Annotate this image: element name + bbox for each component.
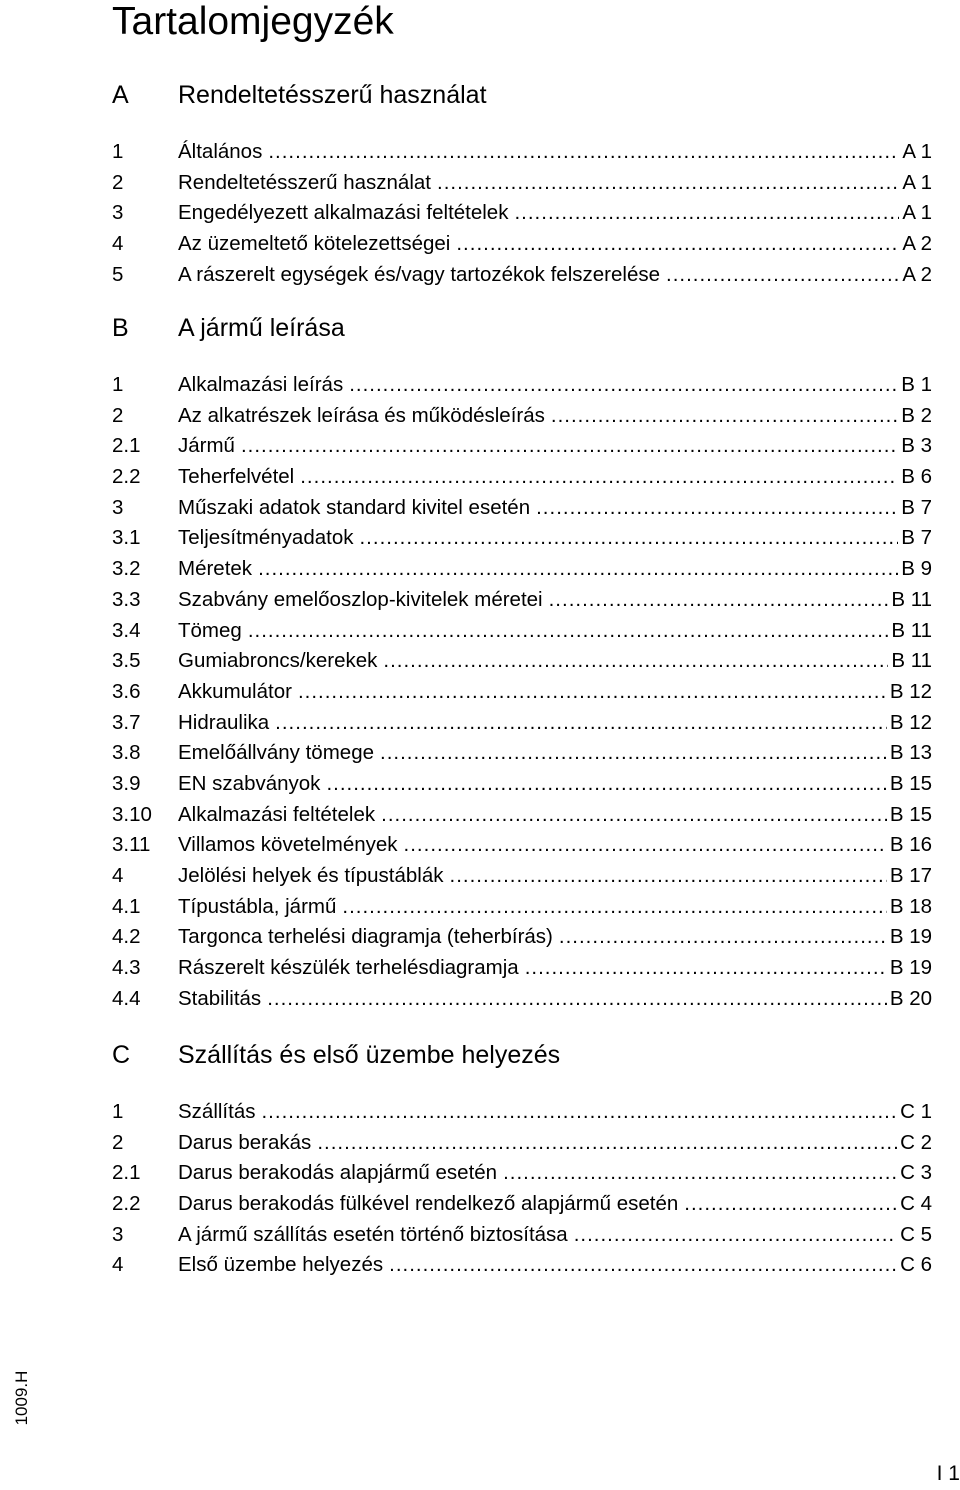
dot-leader [261, 1097, 897, 1128]
entry-page: A 1 [902, 140, 932, 163]
entry-title: Az alkatrészek leírása és működésleírás [178, 403, 545, 427]
dot-leader [258, 554, 898, 585]
entry-number: 2.2 [112, 1192, 141, 1216]
section-title: Rendeltetésszerű használat [178, 81, 487, 109]
entry-number: 5 [112, 262, 124, 286]
dot-leader [503, 1158, 897, 1189]
dot-leader [559, 922, 887, 953]
section-letter: A [112, 81, 129, 109]
entry-number: 3.1 [112, 526, 141, 550]
dot-leader [574, 1220, 897, 1251]
entry-title: Tömeg [178, 618, 242, 642]
entry-title: Akkumulátor [178, 679, 292, 703]
page-number: I 1 [936, 1462, 960, 1485]
entry-number: 3.5 [112, 649, 141, 673]
dot-leader [551, 401, 898, 432]
dot-leader [525, 953, 887, 984]
entry-number: 4 [112, 1253, 124, 1277]
entry-title: Alkalmazási feltételek [178, 802, 376, 826]
toc-entry[interactable] [112, 260, 932, 291]
entry-title: Villamos követelmények [178, 833, 398, 857]
dot-leader [326, 769, 886, 800]
toc-entry[interactable] [112, 861, 932, 892]
entry-number: 4 [112, 232, 124, 256]
dot-leader [456, 229, 899, 260]
entry-number: 3.7 [112, 710, 141, 734]
entry-page: B 17 [889, 864, 932, 887]
entry-number: 4.4 [112, 986, 141, 1010]
toc-entry[interactable] [112, 1158, 932, 1189]
entry-title: Műszaki adatok standard kivitel esetén [178, 495, 531, 519]
entry-title: Targonca terhelési diagramja (teherbírás) [178, 925, 553, 949]
entry-page: B 6 [901, 465, 932, 489]
dot-leader [241, 431, 898, 462]
toc-entry[interactable] [112, 892, 932, 923]
entry-number: 3.6 [112, 679, 141, 703]
entry-page: B 15 [889, 802, 932, 826]
toc-entry[interactable] [112, 1250, 932, 1281]
entry-number: 2 [112, 403, 124, 427]
entry-number: 2 [112, 170, 124, 194]
entry-page: B 11 [891, 587, 932, 611]
entry-title: Típustábla, jármű [178, 894, 337, 918]
dot-leader [404, 830, 887, 861]
toc-entry[interactable] [112, 1220, 932, 1251]
dot-leader [381, 800, 887, 831]
entry-title: EN szabványok [178, 771, 321, 795]
dot-leader [359, 523, 898, 554]
toc-entry[interactable] [112, 401, 932, 432]
entry-number: 3 [112, 201, 124, 225]
toc-entry[interactable] [112, 677, 932, 708]
dot-leader [268, 137, 899, 168]
entry-page: B 11 [891, 618, 932, 642]
dot-leader [267, 984, 887, 1015]
section-letter: B [112, 314, 129, 342]
entry-number: 1 [112, 1100, 124, 1123]
dot-leader [275, 708, 887, 739]
entry-title: Hidraulika [178, 710, 270, 734]
entry-number: 4.1 [112, 894, 141, 918]
toc-entry[interactable] [112, 953, 932, 984]
toc-entry[interactable] [112, 493, 932, 524]
entry-page: B 7 [901, 495, 932, 519]
page-title: Tartalomjegyzék [112, 0, 394, 43]
entry-number: 4 [112, 864, 124, 887]
entry-number: 1 [112, 373, 124, 396]
entry-page: C 3 [900, 1161, 932, 1185]
entry-number: 3.4 [112, 618, 141, 642]
entry-number: 3.3 [112, 587, 141, 611]
toc-entry[interactable] [112, 1189, 932, 1220]
dot-leader [248, 616, 889, 647]
toc-entry[interactable] [112, 984, 932, 1015]
toc-entry[interactable] [112, 137, 932, 168]
entry-page: B 9 [901, 557, 932, 581]
toc-entry[interactable] [112, 431, 932, 462]
toc-entry[interactable] [112, 738, 932, 769]
toc-entry[interactable] [112, 646, 932, 677]
entry-title: Teherfelvétel [178, 465, 295, 489]
section-title: Szállítás és első üzembe helyezés [178, 1041, 561, 1069]
toc-entry-list [112, 137, 932, 290]
entry-page: B 12 [889, 679, 932, 703]
dot-leader [536, 493, 898, 524]
entry-title: Darus berakodás alapjármű esetén [178, 1161, 498, 1185]
entry-number: 2.1 [112, 434, 141, 458]
entry-page: B 7 [901, 526, 932, 550]
entry-page: B 16 [889, 833, 932, 857]
entry-title: Szabvány emelőoszlop-kivitelek méretei [178, 587, 543, 611]
toc-entry[interactable] [112, 229, 932, 260]
entry-title: Teljesítményadatok [178, 526, 354, 550]
entry-title: Jármű [178, 434, 235, 458]
toc-section [112, 80, 932, 290]
entry-title: Rendeltetésszerű használat [178, 170, 431, 194]
dot-leader [298, 677, 887, 708]
entry-number: 3 [112, 495, 124, 519]
entry-title: A rászerelt egységek és/vagy tartozékok felszerelése [178, 262, 660, 286]
dot-leader [549, 585, 889, 616]
entry-number: 2 [112, 1130, 124, 1154]
toc-entry-list [112, 1097, 932, 1281]
toc-entry[interactable] [112, 1097, 932, 1128]
toc-entry[interactable] [112, 523, 932, 554]
entry-number: 3.2 [112, 557, 141, 581]
toc-entry[interactable] [112, 585, 932, 616]
section-heading[interactable] [112, 1040, 932, 1070]
entry-page: B 19 [889, 925, 932, 949]
entry-title: Rászerelt készülék terhelésdiagramja [178, 956, 519, 980]
dot-leader [514, 198, 899, 229]
entry-title: A jármű szállítás esetén történő biztosítása [178, 1222, 568, 1246]
entry-title: Első üzembe helyezés [178, 1253, 384, 1277]
entry-page: A 1 [902, 170, 932, 194]
toc-entry[interactable] [112, 922, 932, 953]
entry-page: A 2 [902, 232, 932, 256]
toc-entry[interactable] [112, 708, 932, 739]
toc-entry[interactable] [112, 462, 932, 493]
entry-number: 3.9 [112, 771, 141, 795]
dot-leader [349, 370, 898, 401]
dot-leader [666, 260, 899, 291]
entry-title: Emelőállvány tömege [178, 741, 374, 765]
entry-page: B 3 [901, 434, 932, 458]
toc-entry[interactable] [112, 554, 932, 585]
entry-number: 3 [112, 1222, 124, 1246]
dot-leader [450, 861, 887, 892]
section-heading[interactable] [112, 80, 932, 110]
entry-page: C 5 [900, 1222, 932, 1246]
entry-number: 4.3 [112, 956, 141, 980]
entry-number: 3.11 [112, 833, 151, 857]
toc-section [112, 1040, 932, 1281]
entry-page: B 13 [889, 741, 932, 765]
dot-leader [342, 892, 886, 923]
toc-entry[interactable] [112, 198, 932, 229]
dot-leader [684, 1189, 897, 1220]
entry-title: Gumiabroncs/kerekek [178, 649, 378, 673]
entry-number: 1 [112, 140, 124, 163]
entry-title: Darus berakodás fülkével rendelkező alapjármű esetén [178, 1192, 679, 1216]
entry-page: A 2 [902, 262, 932, 286]
entry-title: Az üzemeltető kötelezettségei [178, 232, 451, 256]
entry-page: B 12 [889, 710, 932, 734]
entry-title: Általános [178, 140, 263, 163]
toc-entry[interactable] [112, 168, 932, 199]
entry-title: Alkalmazási leírás [178, 373, 344, 396]
section-heading[interactable] [112, 313, 932, 343]
entry-number: 2.2 [112, 465, 141, 489]
entry-page: C 4 [900, 1192, 932, 1216]
entry-title: Szállítás [178, 1100, 256, 1123]
dot-leader [389, 1250, 897, 1281]
entry-page: C 1 [900, 1100, 932, 1123]
dot-leader [300, 462, 898, 493]
toc-entry-list [112, 370, 932, 1014]
entry-page: B 19 [889, 956, 932, 980]
section-title: A jármű leírása [178, 314, 345, 342]
document-code: 1009.H [12, 1370, 31, 1426]
toc-entry[interactable] [112, 830, 932, 861]
entry-page: B 11 [891, 649, 932, 673]
entry-number: 3.10 [112, 802, 152, 826]
entry-number: 2.1 [112, 1161, 141, 1185]
entry-page: C 2 [900, 1130, 932, 1154]
dot-leader [317, 1128, 897, 1159]
entry-title: Jelölési helyek és típustáblák [178, 864, 444, 887]
toc-entry[interactable] [112, 1128, 932, 1159]
dot-leader [437, 168, 899, 199]
entry-page: A 1 [902, 201, 932, 225]
entry-number: 4.2 [112, 925, 141, 949]
entry-page: B 15 [889, 771, 932, 795]
entry-title: Stabilitás [178, 986, 262, 1010]
toc-entry[interactable] [112, 616, 932, 647]
toc-entry[interactable] [112, 800, 932, 831]
entry-page: B 1 [901, 373, 932, 396]
entry-page: B 2 [901, 403, 932, 427]
entry-page: B 18 [889, 894, 932, 918]
toc-section [112, 313, 932, 1014]
toc-entry[interactable] [112, 370, 932, 401]
dot-leader [383, 646, 888, 677]
dot-leader [380, 738, 887, 769]
entry-number: 3.8 [112, 741, 141, 765]
section-letter: C [112, 1041, 131, 1069]
entry-title: Méretek [178, 557, 253, 581]
entry-title: Darus berakás [178, 1130, 312, 1154]
toc-entry[interactable] [112, 769, 932, 800]
entry-title: Engedélyezett alkalmazási feltételek [178, 201, 509, 225]
entry-page: C 6 [900, 1253, 932, 1277]
entry-page: B 20 [889, 986, 932, 1010]
